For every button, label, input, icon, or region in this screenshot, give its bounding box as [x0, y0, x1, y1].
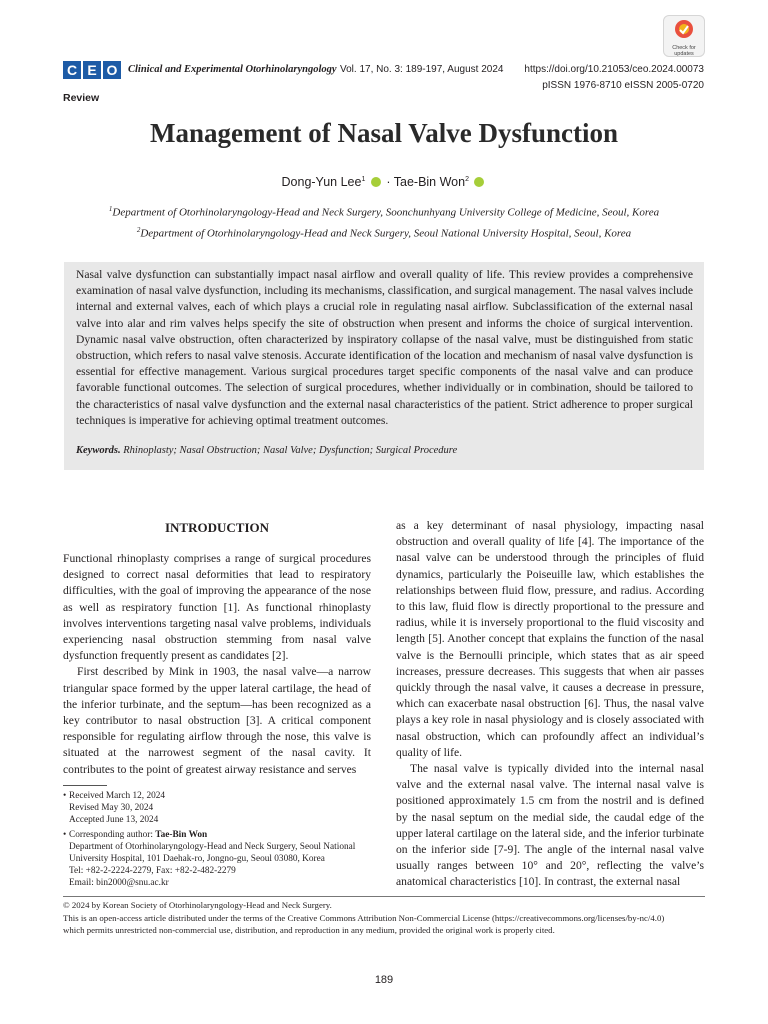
keywords-label: Keywords. [76, 445, 121, 456]
revised-date: Revised May 30, 2024 [69, 802, 154, 813]
orcid-icon[interactable] [371, 177, 381, 187]
volume-info: Vol. 17, No. 3: 189-197, August 2024 [340, 64, 504, 75]
license-rule [63, 896, 705, 897]
issn: pISSN 1976-8710 eISSN 2005-0720 [542, 80, 704, 91]
license-block [63, 899, 723, 937]
article-type: Review [63, 92, 100, 104]
received-date: Received March 12, 2024 [69, 791, 166, 801]
affiliation-2 [0, 222, 768, 243]
body-paragraph: The nasal valve is typically divided into the internal nasal valve and the external nasal valve. The internal nasal valve is positioned approximately 1.5 cm from the nostril and is defined by the nasal septum on the medial side, the caudal edge of the upper lateral cartilage on the lateral side, and the inferior turbinate on the inferior side [7-9]. The angle of the internal nasal valve usually ranges between 10° and 20°, reflecting the valve’s anatomical characteristics [10]. In contrast, the external nasal [396, 762, 704, 889]
history-notes: • Received March 12, 2024 Revised May 30, 2024 Accepted June 13, 2024 [63, 791, 373, 826]
author-2-name: Tae-Bin Won [393, 175, 466, 189]
check-updates-icon [674, 19, 694, 39]
corr-label: Corresponding author: [69, 830, 153, 841]
corr-name: Tae-Bin Won [155, 830, 208, 841]
logo-letter-o: O [103, 61, 121, 79]
body-paragraph: Functional rhinoplasty comprises a range of surgical procedures designed to correct nasal deformities that lead to respiratory difficulties, with the goal of improving the appearance of the nose as well as respiratory function [1]. As functional rhinoplasty involves interventions targeting nasal valve problems, individuals experiencing nasal obstruction stemming from nasal valve dysfunction frequently present as candidates [2]. [63, 552, 371, 663]
affiliation-2-text: Department of Otorhinolaryngology-Head and Neck Surgery, Seoul National University Hospital, Seoul, Korea [140, 227, 632, 240]
license-line: which permits unrestricted non-commercial use, distribution, and reproduction in any medium, provided the original work is properly cited. [63, 925, 555, 936]
left-column [63, 551, 371, 778]
affiliation-1-text: Department of Otorhinolaryngology-Head and Neck Surgery, Soonchunhyang University College of Medicine, Seoul, Korea [112, 206, 660, 219]
affiliations [0, 201, 768, 242]
footnotes [63, 791, 373, 893]
page-number: 189 [374, 974, 394, 986]
corr-address: University Hospital, 101 Daehak-ro, Jongno-gu, Seoul 03080, Korea [69, 853, 325, 864]
author-separator: · [386, 175, 391, 189]
author-line [0, 175, 768, 189]
footnote-rule [63, 785, 107, 786]
body-paragraph: as a key determinant of nasal physiology, impacting nasal obstruction and overall quality of life [4]. The importance of the nasal valve can be understood through the principles of fluid dynamics, particularly the Poiseuille law, which establishes the relationships between fluid flow, pressure, and radius. According to this law, fluid flow is directly proportional to the pressure and radius, while it is inversely proportional to the fluid viscosity and length [5]. Another concept that explains the function of the nasal valve is the Bernoulli principle, which states that as air speed increases, pressure decreases. This suggests that when air passes quickly through the nasal valve, it causes a decrease in pressure, which can exacerbate nasal obstruction [6]. Thus, the nasal valve plays a key role in nasal physiology and is closely associated with nasal obstruction, which can profoundly affect an individual’s quality of life. [396, 519, 704, 759]
accepted-date: Accepted June 13, 2024 [69, 814, 159, 825]
section-heading: INTRODUCTION [164, 520, 269, 535]
author-2-sup: 2 [465, 175, 469, 183]
check-updates-label: Check for updates [672, 45, 696, 57]
author-1-name: Dong-Yun Lee [281, 175, 362, 189]
orcid-icon[interactable] [474, 177, 484, 187]
logo-letter-e: E [83, 61, 101, 79]
journal-logo [63, 61, 121, 79]
corresponding-author: • Corresponding author: Tae-Bin Won Department of Otorhinolaryngology-Head and Neck Surgery, Seoul National University Hospital, 101 Daehak-ro, Jongno-gu, Seoul 03080, Korea Tel: +82-2-2224-2279, Fax: +82-2-482-2279 Email: bin2000@snu.ac.kr [63, 830, 373, 889]
corr-email[interactable]: Email: bin2000@snu.ac.kr [69, 877, 169, 888]
check-updates-badge[interactable] [663, 15, 705, 57]
copyright-line: © 2024 by Korean Society of Otorhinolaryngology-Head and Neck Surgery. [63, 900, 332, 910]
logo-letter-c: C [63, 61, 81, 79]
affiliation-1 [0, 201, 768, 222]
doi-link[interactable]: https://doi.org/10.21053/ceo.2024.00073 [524, 64, 704, 75]
affiliation-1-sup: 1 [108, 205, 113, 213]
journal-name: Clinical and Experimental Otorhinolaryngology [128, 64, 337, 75]
keywords-list: Rhinoplasty; Nasal Obstruction; Nasal Valve; Dysfunction; Surgical Procedure [123, 445, 458, 456]
affiliation-2-sup: 2 [136, 225, 141, 234]
right-column [396, 518, 704, 891]
body-paragraph: First described by Mink in 1903, the nasal valve—a narrow triangular space formed by the upper lateral cartilage, the head of the inferior turbinate, and the septum—has been recognized as a key contributor to nasal obstruction [3]. A critical component responsible for regulating airflow through the nose, this valve is situated at the narrowest segment of the nasal cavity. It contributes to the point of greatest airway resistance and serves [63, 665, 371, 776]
abstract-box [64, 262, 704, 470]
corr-dept: Department of Otorhinolaryngology-Head and Neck Surgery, Seoul National [69, 842, 356, 853]
keywords [76, 445, 457, 456]
license-line: This is an open-access article distributed under the terms of the Creative Commons Attribution Non-Commercial License (https://creativecommons.org/licenses/by-nc/4.0) [63, 912, 665, 923]
corr-tel: Tel: +82-2-2224-2279, Fax: +82-2-482-2279 [69, 865, 236, 876]
paper-title: Management of Nasal Valve Dysfunction [149, 118, 618, 148]
abstract-text: Nasal valve dysfunction can substantially impact nasal airflow and overall quality of life. This review provides a comprehensive examination of nasal valve dysfunction, including its mechanisms, classification, and surgical management. The nasal valves include internal and external valves, each of which plays a crucial role in regulating nasal airflow. Subclassification of the external nasal valve into alar and rim valves helps specify the site of obstruction when present and informs the choice of surgical intervention. Dynamic nasal valve obstruction, often characterized by inspiratory collapse of the nasal valve, must be distinguished from static obstruction, which refers to nasal valve stenosis. Accurate identification of the location and mechanism of nasal valve dysfunction is essential for effective management. Various surgical procedures target specific components of the nasal valve and can produce favorable functional outcomes. The selection of surgical procedures, whether individually or in combination, should be tailored to the characteristics of nasal valve dysfunction and the external nasal characteristics of the patient. Strict adherence to proper surgical techniques is imperative for achieving optimal treatment outcomes. [76, 268, 693, 427]
author-1-sup: 1 [361, 175, 366, 183]
